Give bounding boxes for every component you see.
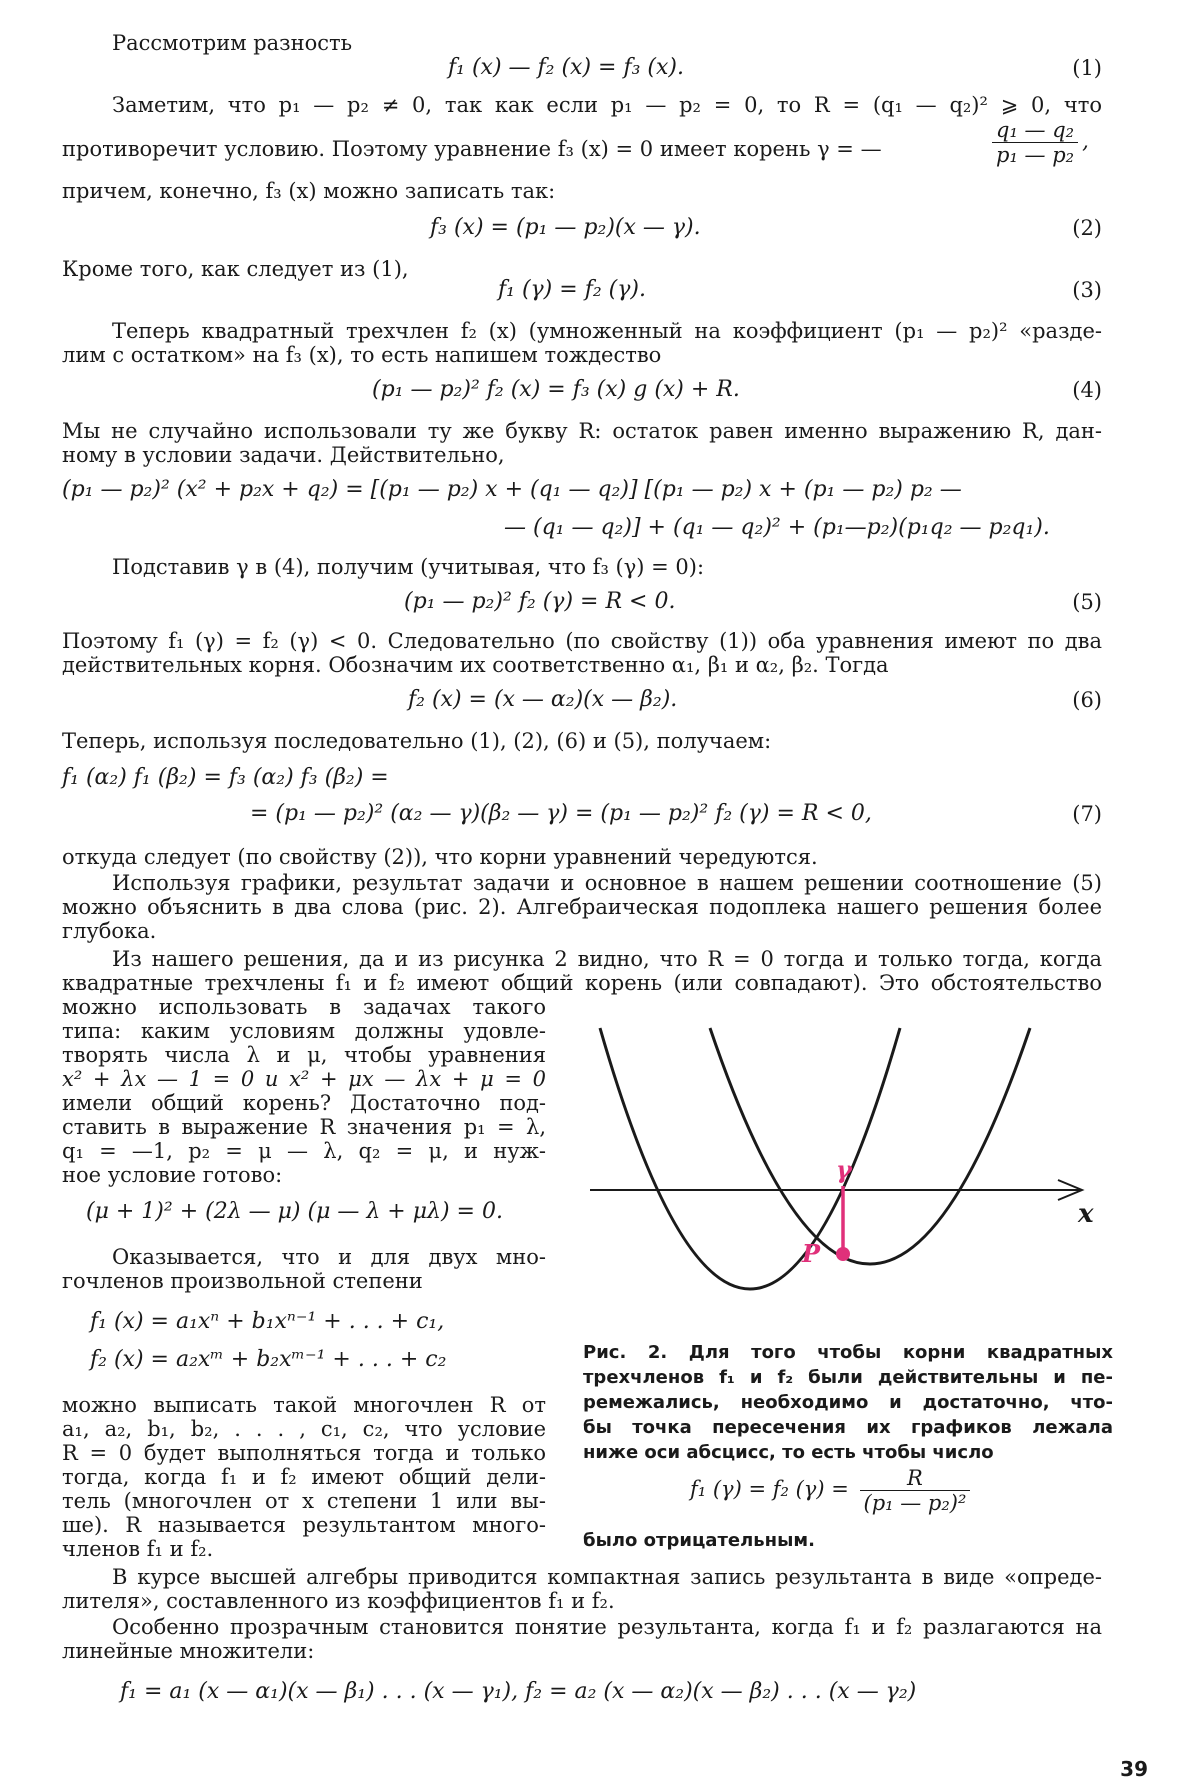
text-line: В курсе высшей алгебры приводится компактная запись результанта в виде «опреде-: [112, 1565, 1102, 1589]
equation-number: (4): [1072, 378, 1102, 402]
text-line: действительных корня. Обозначим их соответственно α₁, β₁ и α₂, β₂. Тогда: [62, 653, 889, 677]
text-line: ставить в выражение R значения p₁ = λ,: [62, 1115, 546, 1139]
parabolas-figure: [580, 1000, 1100, 1360]
text-line: Из нашего решения, да и из рисунка 2 видно, что R = 0 тогда и только тогда, когда: [112, 947, 1102, 971]
equation-factorization: f₁ = a₁ (x — α₁)(x — β₁) . . . (x — γ₁), f₂ = a₂ (x — α₂)(x — β₂) . . . (x — γ₂): [120, 1679, 917, 1704]
text-line: Используя графики, результат задачи и основное в нашем решении соотношение (5): [112, 871, 1102, 895]
text-line: Теперь, используя последовательно (1), (2), (6) и (5), получаем:: [62, 729, 772, 753]
equation-3: f₁ (γ) = f₂ (γ).: [498, 277, 646, 302]
text-line: ше). R называется результантом много-: [62, 1513, 546, 1537]
caption-line: Рис. 2. Для того чтобы корни квадратных: [583, 1342, 1113, 1363]
fraction-numerator: q₁ — q₂: [992, 118, 1078, 143]
text-line: тогда, когда f₁ и f₂ имеют общий дели-: [62, 1465, 546, 1489]
text-line: противоречит условию. Поэтому уравнение f₃ (x) = 0 имеет корень γ = —: [62, 137, 882, 161]
caption-line: трехчленов f₁ и f₂ были действительны и пе-: [583, 1367, 1113, 1388]
equation-lambda-mu: (μ + 1)² + (2λ — μ) (μ — λ + μλ) = 0.: [86, 1199, 503, 1224]
fraction-denominator: p₁ — p₂: [996, 143, 1075, 167]
equation-6: f₂ (x) = (x — α₂)(x — β₂).: [408, 687, 678, 712]
equation-4: (p₁ — p₂)² f₂ (x) = f₃ (x) g (x) + R.: [372, 377, 740, 402]
text-line: лителя», составленного из коэффициентов f₁ и f₂.: [62, 1589, 615, 1613]
text-line: квадратные трехчлены f₁ и f₂ имеют общий корень (или совпадают). Это обстоятельство: [62, 971, 1102, 995]
caption-line: бы точка пересечения их графиков лежала: [583, 1417, 1113, 1438]
caption-formula-left: f₁ (γ) = f₂ (γ) =: [690, 1477, 849, 1501]
text-line: линейные множители:: [62, 1639, 315, 1663]
text-line: типа: каким условиям должны удовле-: [62, 1019, 546, 1043]
caption-line: ремежались, необходимо и достаточно, что-: [583, 1392, 1113, 1413]
equation-number: (7): [1072, 802, 1102, 826]
equation-number: (3): [1072, 278, 1102, 302]
text-line: Оказывается, что и для двух мно-: [112, 1245, 546, 1269]
label-x: x: [1078, 1199, 1094, 1229]
text-line: Кроме того, как следует из (1),: [62, 257, 409, 281]
text-line: причем, конечно, f₃ (x) можно записать так:: [62, 179, 556, 203]
equation-number: (6): [1072, 688, 1102, 712]
text-line: можно использовать в задачах такого: [62, 995, 546, 1019]
text-line: q₁ = —1, p₂ = μ — λ, q₂ = μ, и нуж-: [62, 1139, 546, 1163]
text-line: ное условие готово:: [62, 1163, 283, 1187]
text-line: творять числа λ и μ, чтобы уравнения: [62, 1043, 546, 1067]
equation-2: f₃ (x) = (p₁ — p₂)(x — γ).: [430, 215, 701, 240]
parabola-f2: [710, 1028, 1030, 1264]
text-line: ному в условии задачи. Действительно,: [62, 443, 505, 467]
equation-long-2: — (q₁ — q₂)] + (q₁ — q₂)² + (p₁—p₂)(p₁q₂ — p₂q₁).: [504, 515, 1050, 540]
equation-number: (1): [1072, 56, 1102, 80]
caption-formula: [690, 1466, 974, 1515]
label-p: P: [802, 1239, 821, 1268]
caption-fraction-top: R: [860, 1466, 971, 1491]
equation-5: (p₁ — p₂)² f₂ (γ) = R < 0.: [404, 589, 676, 614]
text-line: имели общий корень? Достаточно под-: [62, 1091, 546, 1115]
text-line: Теперь квадратный трехчлен f₂ (x) (умноженный на коэффициент (p₁ — p₂)² «разде-: [112, 319, 1102, 343]
text-line: гочленов произвольной степени: [62, 1269, 423, 1293]
text-line: можно выписать такой многочлен R от: [62, 1393, 546, 1417]
text-line: R = 0 будет выполняться тогда и только: [62, 1441, 546, 1465]
label-gamma: γ: [836, 1155, 852, 1184]
parabola-f1: [600, 1028, 900, 1289]
equation-7a: f₁ (α₂) f₁ (β₂) = f₃ (α₂) f₃ (β₂) =: [62, 765, 389, 790]
text-line: лим с остатком» на f₃ (x), то есть напишем тождество: [62, 343, 662, 367]
text-line: x² + λx — 1 = 0 и x² + μx — λx + μ = 0: [62, 1067, 546, 1091]
equation-f1-general: f₁ (x) = a₁xⁿ + b₁xⁿ⁻¹ + . . . + c₁,: [90, 1309, 445, 1334]
caption-line: ниже оси абсцисс, то есть чтобы число: [583, 1442, 994, 1463]
equation-7b: = (p₁ — p₂)² (α₂ — γ)(β₂ — γ) = (p₁ — p₂)² f₂ (γ) = R < 0,: [250, 801, 872, 826]
text-line: Мы не случайно использовали ту же букву R: остаток равен именно выражению R, дан-: [62, 419, 1102, 443]
equation-number: (2): [1072, 216, 1102, 240]
equation-1: f₁ (x) — f₂ (x) = f₃ (x).: [448, 55, 684, 80]
page-number: 39: [1120, 1757, 1148, 1781]
caption-last-line: было отрицательным.: [583, 1530, 815, 1551]
text-line: тель (многочлен от x степени 1 или вы-: [62, 1489, 546, 1513]
text-line: Подставив γ в (4), получим (учитывая, что f₃ (γ) = 0):: [112, 555, 705, 579]
text-line: a₁, a₂, b₁, b₂, . . . , c₁, c₂, что условие: [62, 1417, 546, 1441]
text-line: Рассмотрим разность: [112, 31, 353, 55]
text-line: Поэтому f₁ (γ) = f₂ (γ) < 0. Следовательно (по свойству (1)) оба уравнения имеют по два: [62, 629, 1102, 653]
intersection-point: [836, 1247, 850, 1261]
gamma-fraction: [988, 118, 1089, 167]
text-line: глубока.: [62, 919, 157, 943]
fraction-comma: ,: [1082, 129, 1089, 153]
text-line: можно объяснить в два слова (рис. 2). Алгебраическая подоплека нашего решения более: [62, 895, 1102, 919]
equation-long-1: (p₁ — p₂)² (x² + p₂x + q₂) = [(p₁ — p₂) x + (q₁ — q₂)] [(p₁ — p₂) x + (p₁ — p₂) p₂ —: [62, 477, 962, 502]
text-line: членов f₁ и f₂.: [62, 1537, 214, 1561]
text-line: откуда следует (по свойству (2)), что корни уравнений чередуются.: [62, 845, 818, 869]
caption-fraction-bottom: (p₁ — p₂)²: [863, 1491, 967, 1515]
text-line: Заметим, что p₁ — p₂ ≠ 0, так как если p₁ — p₂ = 0, то R = (q₁ — q₂)² ⩾ 0, что: [112, 93, 1102, 117]
equation-number: (5): [1072, 590, 1102, 614]
equation-f2-general: f₂ (x) = a₂xᵐ + b₂xᵐ⁻¹ + . . . + c₂: [90, 1347, 447, 1372]
text-line: Особенно прозрачным становится понятие результанта, когда f₁ и f₂ разлагаются на: [112, 1615, 1102, 1639]
